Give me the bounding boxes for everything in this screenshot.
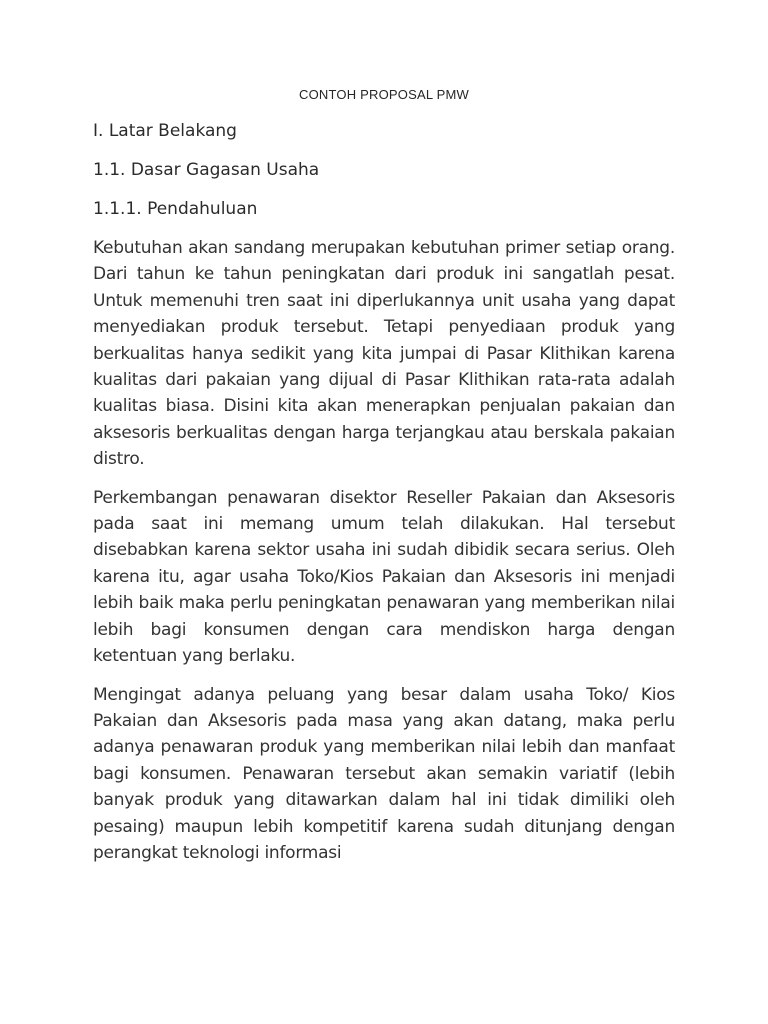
document-title: CONTOH PROPOSAL PMW [299,87,469,102]
section-heading-latar-belakang: I. Latar Belakang [93,121,237,141]
paragraph-2: Perkembangan penawaran disektor Reseller Pakaian dan Aksesoris pada saat ini memang umum telah dilakukan. Hal tersebut disebabkan karena sektor usaha ini sudah dibidik secara serius. Oleh karena itu, agar usaha Toko/Kios Pakaian dan Aksesoris ini menjadi lebih baik maka perlu peningkatan penawaran yang memberikan nilai lebih bagi konsumen dengan cara mendiskon harga dengan ketentuan yang berlaku. [93,487,675,667]
paragraph-1: Kebutuhan akan sandang merupakan kebutuhan primer setiap orang. Dari tahun ke tahun peningkatan dari produk ini sangatlah pesat. Untuk memenuhi tren saat ini diperlukannya unit usaha yang dapat menyediakan produk tersebut. Tetapi penyediaan produk yang berkualitas hanya sedikit yang kita jumpai di Pasar Klithikan karena kualitas dari pakaian yang dijual di Pasar Klithikan rata-rata adalah kualitas biasa. Disini kita akan menerapkan penjualan pakaian dan aksesoris berkualitas dengan harga terjangkau atau berskala pakaian distro. [93,238,675,470]
subsubsection-heading-pendahuluan: 1.1.1. Pendahuluan [93,199,258,219]
paragraph-3: Mengingat adanya peluang yang besar dalam usaha Toko/ Kios Pakaian dan Aksesoris pada masa yang akan datang, maka perlu adanya penawaran produk yang memberikan nilai lebih dan manfaat bagi konsumen. Penawaran tersebut akan semakin variatif (lebih banyak produk yang ditawarkan dalam hal ini tidak dimiliki oleh pesaing) maupun lebih kompetitif karena sudah ditunjang dengan perangkat teknologi informasi [93,684,675,863]
document-body [93,118,675,878]
subsection-heading-dasar-gagasan: 1.1. Dasar Gagasan Usaha [93,160,320,180]
